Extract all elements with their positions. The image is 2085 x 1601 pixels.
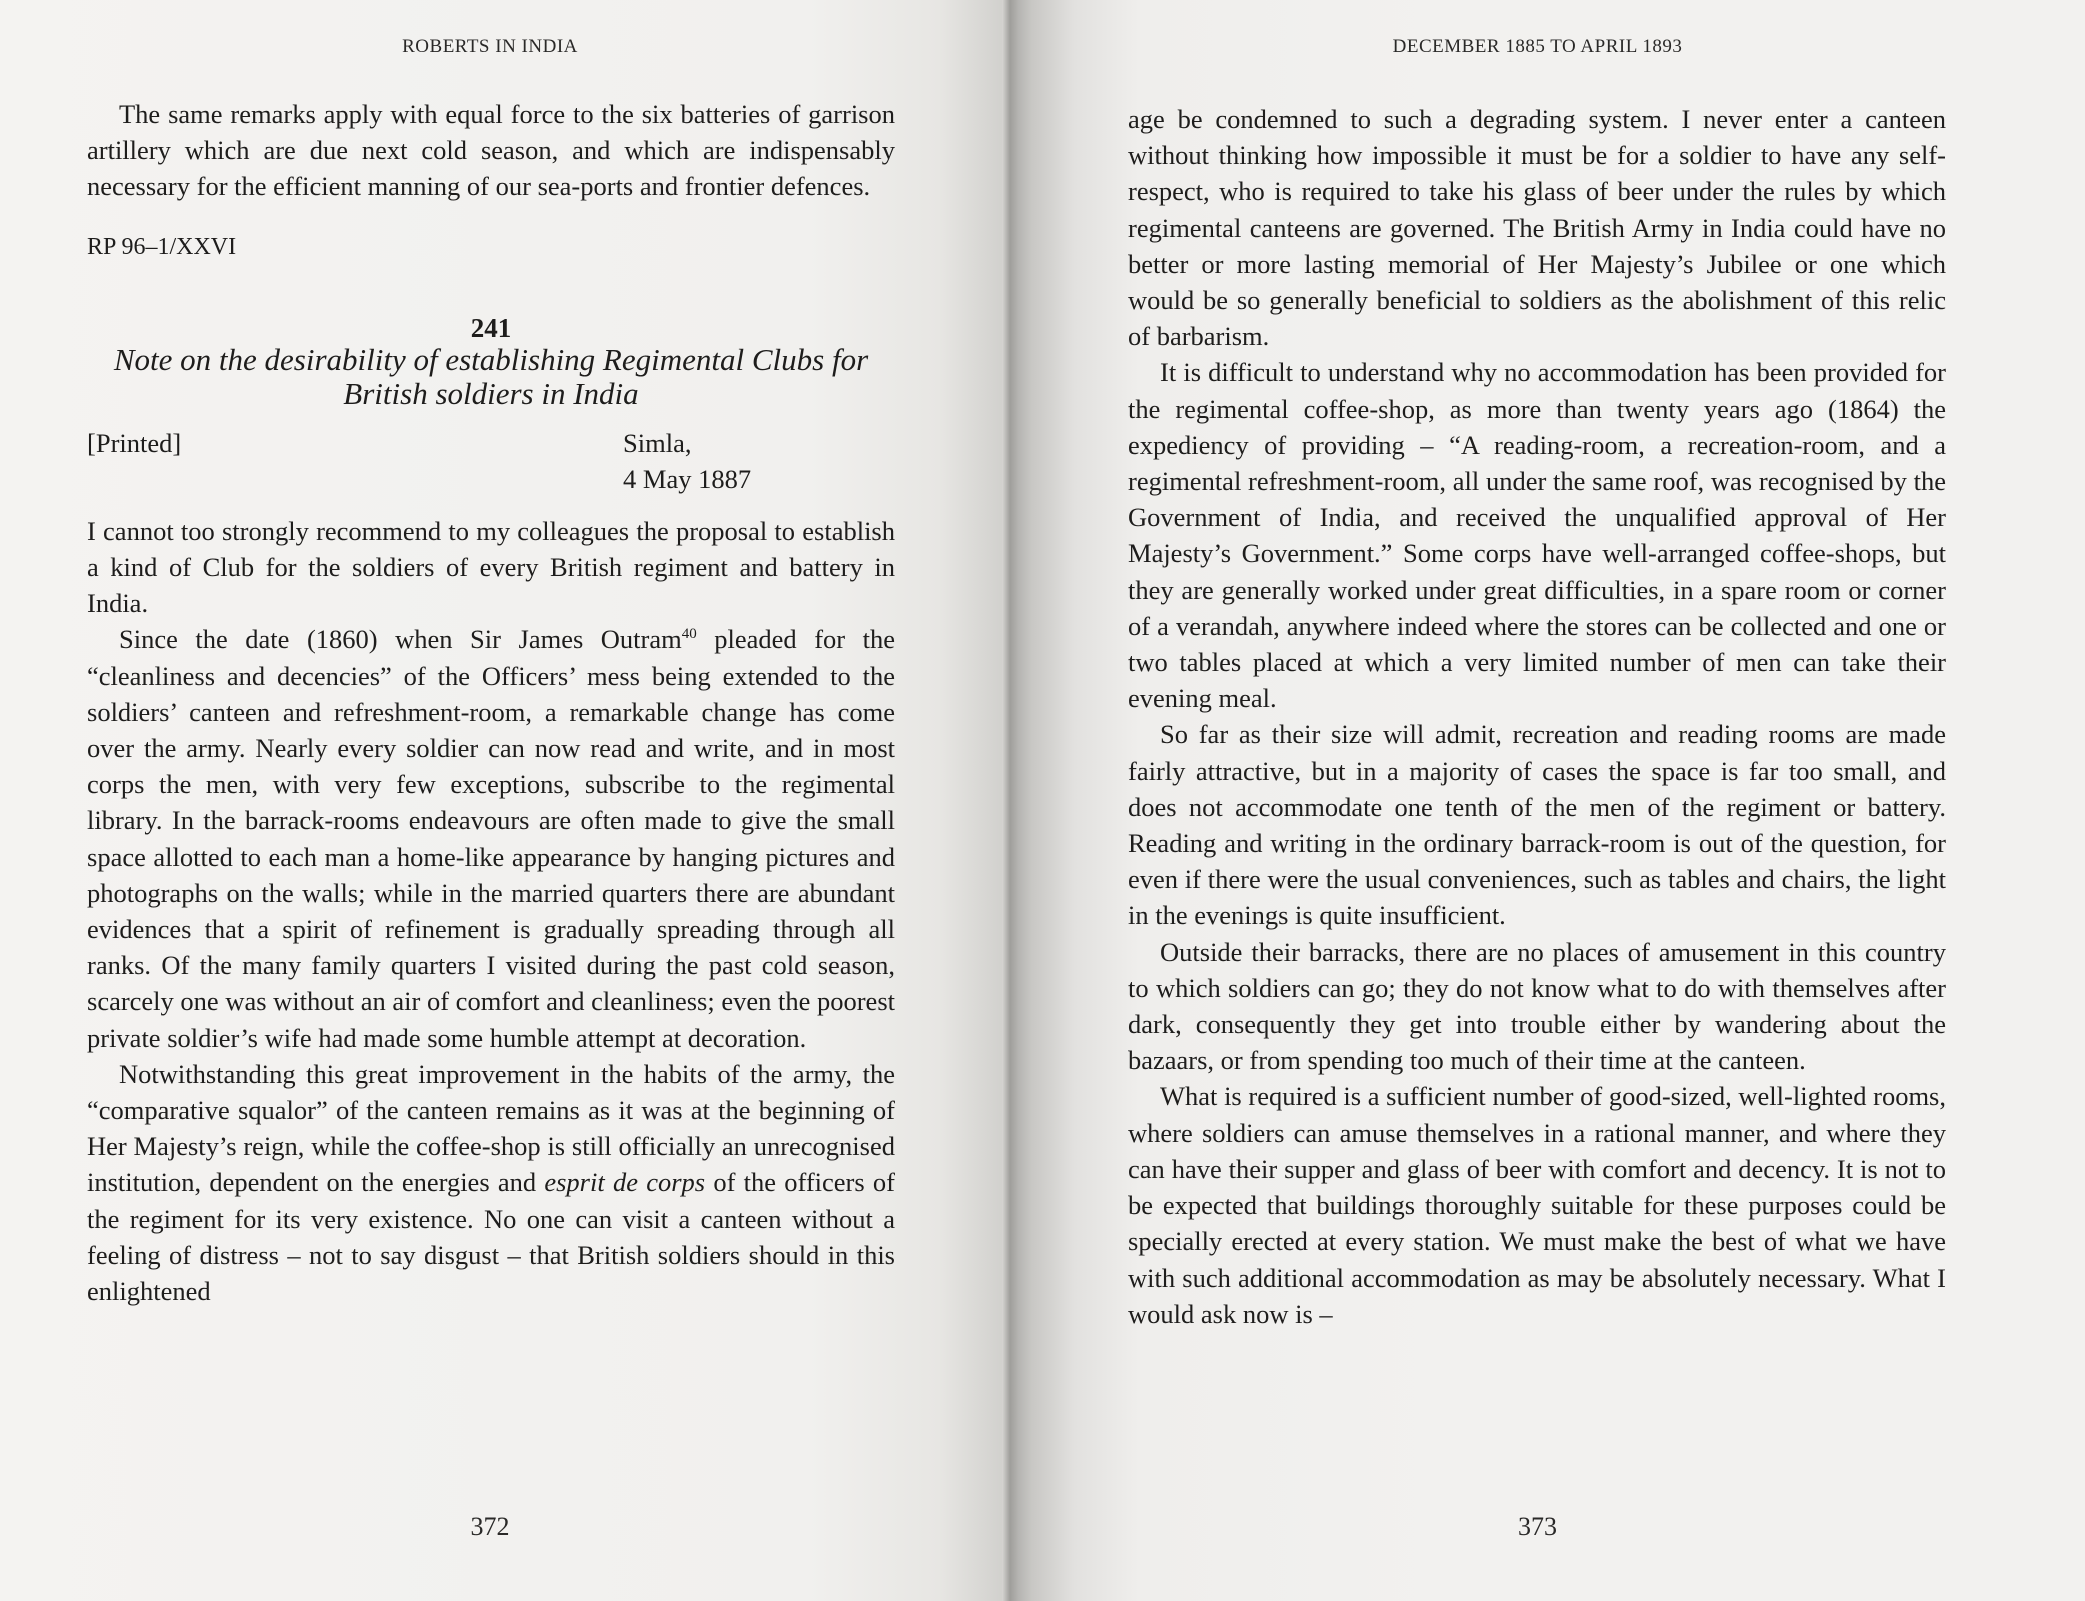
page-number-left: 372 xyxy=(470,1512,510,1541)
left-page-body xyxy=(87,96,895,1309)
running-head-right: DECEMBER 1885 TO APRIL 1893 xyxy=(1392,36,1683,57)
dateline-place: Simla, xyxy=(623,427,692,458)
right-paragraph-5: What is required is a sufficient number of good-sized, well-lighted rooms, where soldiers can amuse themselves in a rational manner, and where they can have their supper and glass of beer with comfort and decency. It is not to be expected that buildings thoroughly suitable for these purposes could be specially erected at every station. We must make the best of what we have with such additional accommodation as may be absolutely necessary. What I would ask now is – xyxy=(1128,1081,1946,1329)
left-page xyxy=(0,0,1010,1601)
opening-paragraph: The same remarks apply with equal force to the six batteries of garrison artillery which are due next cold season, and which are indispensably necessary for the efficient manning of our sea-ports and frontier defences. xyxy=(87,99,895,202)
body-paragraph-1: I cannot too strongly recommend to my colleagues the proposal to establish a kind of Club for the soldiers of every British regiment and battery in India. xyxy=(87,515,895,619)
right-paragraph-2: It is difficult to understand why no accommodation has been provided for the regimental coffee-shop, as more than twenty years ago (1864) the expediency of providing – “A reading-room, a recreation-room, and a regimental refreshment-room, all under the same roof, was recognised by the Government of India, and received the unqualified approval of Her Majesty’s Government.” Some corps have well-arranged coffee-shops, but they are generally worked under great difficulties, in a spare room or corner of a verandah, anywhere indeed where the stores can be collected and one or two tables placed at which a very limited number of men can take their evening meal. xyxy=(1128,357,1946,714)
footnote-marker: 40 xyxy=(681,626,697,643)
document-reference: RP 96–1/XXVI xyxy=(87,233,237,260)
right-paragraph-1: age be condemned to such a degrading system. I never enter a canteen without thinking how impossible it must be for a soldier to have any self-respect, who is required to take his glass of beer under the rules by which regimental canteens are governed. The British Army in India could have no better or more lasting memorial of Her Majesty’s Jubilee or one which would be so generally beneficial to soldiers as the abolishment of this relic of barbarism. xyxy=(1128,104,1946,352)
paragraph-2-end: pleaded for the “cleanliness and decencies” of the Officers’ mess being extended to the soldiers’ canteen and refreshment-room, a remarkable change has come over the army. Nearly every soldier can now read and write, and in most corps the men, with very few exceptions, subscribe to the regimental library. In the barrack-rooms endeavours are often made to give the small space allotted to each man a home-like appearance by hanging pictures and photographs on the walls; while in the married quarters there are abundant evidences that a spirit of refinement is gradually spreading through all ranks. Of the many family quarters I visited during the past cold season, scarcely one was without an air of comfort and cleanliness; even the poorest private soldier’s wife had made some humble attempt at decoration. xyxy=(87,624,895,1053)
paragraph-2-start: Since the date (1860) when Sir James Outram xyxy=(119,624,682,655)
body-paragraph-2 xyxy=(87,621,895,1055)
right-paragraph-4: Outside their barracks, there are no places of amusement in this country to which soldiers can go; they do not know what to do with themselves after dark, consequently they get into trouble either by wandering about the bazaars, or from spending too much of their time at the canteen. xyxy=(1128,936,1946,1076)
page-number-right: 373 xyxy=(1518,1512,1557,1541)
document-title: Note on the desirability of establishing Regimental Clubs for British soldiers in India xyxy=(113,341,869,411)
right-page-body xyxy=(1128,101,1946,1332)
dateline-date: 4 May 1887 xyxy=(623,463,752,494)
paragraph-3-end: of the officers of the regiment for its very existence. No one can visit a canteen without a feeling of distress – not to say disgust – that British soldiers should in this enlightened xyxy=(87,1167,895,1307)
right-paragraph-3: So far as their size will admit, recreation and reading rooms are made fairly attractive, but in a majority of cases the space is far too small, and does not accommodate one tenth of the men of the regiment or battery. Reading and writing in the ordinary barrack-room is out of the question, for even if there were the usual conveniences, such as tables and chairs, the light in the evenings is quite insufficient. xyxy=(1128,719,1946,931)
book-gutter xyxy=(1002,0,1018,1601)
body-paragraph-3 xyxy=(87,1056,895,1309)
right-page xyxy=(1010,0,2085,1601)
document-number: 241 xyxy=(470,312,512,343)
running-head-left: ROBERTS IN INDIA xyxy=(402,36,578,57)
dateline xyxy=(87,425,895,501)
paragraph-3-start: Notwithstanding this great improvement in the habits of the army, the “comparative squalor” of the canteen remains as it was at the beginning of Her Majesty’s reign, while the coffee-shop is still officially an unrecognised institution, dependent on the energies and xyxy=(87,1058,895,1198)
paragraph-3-italic: esprit de corps xyxy=(544,1167,706,1198)
printed-label: [Printed] xyxy=(87,427,182,458)
